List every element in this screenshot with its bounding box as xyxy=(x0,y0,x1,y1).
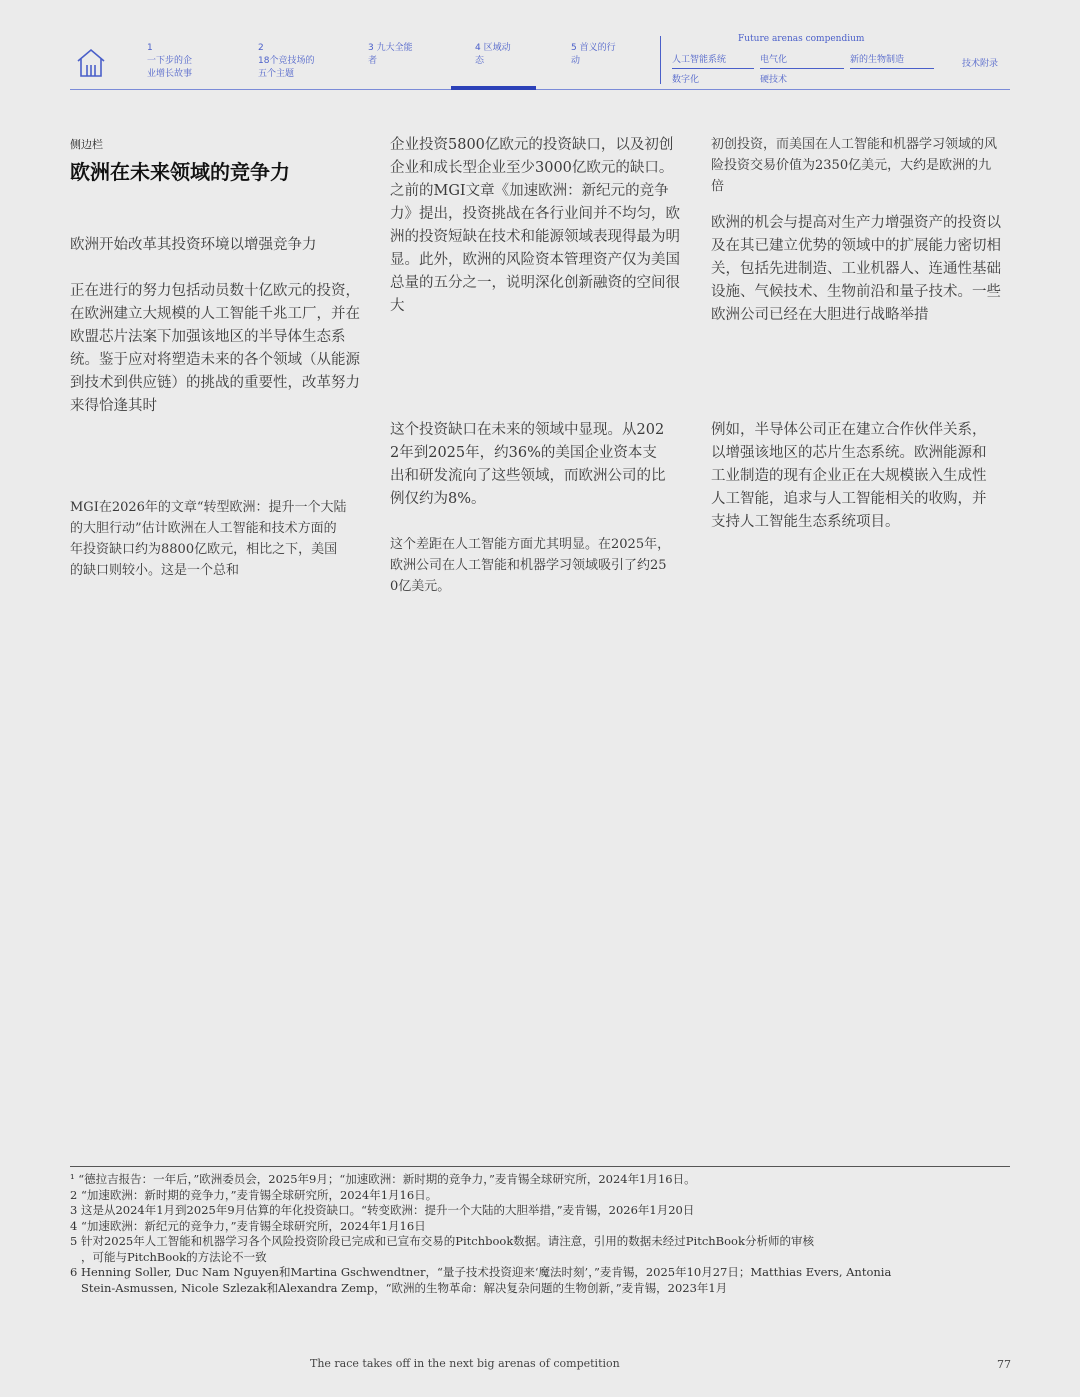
footnote-1: ¹ “德拉吉报告：一年后，”欧洲委员会，2025年9月；“加速欧洲：新时期的竞争力，”麦肯锡全球研究所，2024年1月16日。 xyxy=(70,1172,696,1186)
nav-item-label: 动 xyxy=(571,56,581,66)
col3-paragraph-3: 例如，半导体公司正在建立合作伙伴关系，以增强该地区的芯片生态系统。欧洲能源和工业制造的现有企业正在大规模嵌入生成性人工智能，追求与人工智能相关的收购，并支持人工智能生态系统项目。 xyxy=(711,422,987,530)
nav-item-3[interactable] xyxy=(368,42,413,68)
nav-active-indicator xyxy=(451,86,536,90)
arena-link-electrification[interactable]: 电气化 xyxy=(760,52,844,69)
nav-item-1[interactable] xyxy=(147,42,192,81)
nav-item-2[interactable] xyxy=(258,42,314,81)
nav-item-label: 五个主题 xyxy=(258,69,295,79)
nav-item-label: 业增长故事 xyxy=(147,69,193,79)
nav-item-label: 态 xyxy=(475,56,485,66)
home-icon[interactable] xyxy=(76,48,106,78)
col1-paragraph-2: 正在进行的努力包括动员数十亿欧元的投资，在欧洲建立大规模的人工智能千兆工厂，并在欧盟芯片法案下加强该地区的半导体生态系统。鉴于应对将塑造未来的各个领域（从能源到技术到供应链）的挑战的重要性，改革努力来得恰逢其时 xyxy=(70,283,360,414)
footnote-5-continued: ，可能与PitchBook的方法论不一致 xyxy=(81,1249,267,1264)
nav-item-label: 5 首义的行 xyxy=(571,43,616,53)
page-number: 77 xyxy=(997,1358,1011,1371)
nav-item-label: 一下步的企 xyxy=(147,56,193,66)
top-navigation xyxy=(0,0,1080,100)
footnote-2: 2 “加速欧洲：新时期的竞争力，”麦肯锡全球研究所，2024年1月16日。 xyxy=(70,1187,438,1202)
nav-underline xyxy=(70,89,1010,90)
footnote-6-continued: Stein-Asmussen, Nicole Szlezak和Alexandra Zemp，“欧洲的生物革命：解决复杂问题的生物创新，”麦肯锡，2023年1月 xyxy=(81,1280,728,1295)
nav-item-label: 3 九大全能 xyxy=(368,43,413,53)
col3-paragraph-1: 初创投资，而美国在人工智能和机器学习领域的风险投资交易价值为2350亿美元，大约是欧洲的九倍 xyxy=(711,137,998,194)
footnote-3: 3 这是从2024年1月到2025年9月估算的年化投资缺口。“转变欧洲：提升一个大陆的大胆举措，”麦肯锡，2026年1月20日 xyxy=(70,1203,695,1217)
page-title: 欧洲在未来领域的竞争力 xyxy=(70,160,290,184)
nav-item-5[interactable] xyxy=(571,42,616,68)
col2-paragraph-2: 这个投资缺口在未来的领域中显现。从2022年到2025年，约36%的美国企业资本支出和研发流向了这些领域，而欧洲公司的比例仅约为8%。 xyxy=(390,422,666,507)
arena-link-ai-systems[interactable]: 人工智能系统 xyxy=(672,52,754,69)
col3-paragraph-2: 欧洲的机会与提高对生产力增强资产的投资以及在其已建立优势的领域中的扩展能力密切相关，包括先进制造、工业机器人、连通性基础设施、气候技术、生物前沿和量子技术。一些欧洲公司已经在大胆进行战略举措 xyxy=(711,215,1001,323)
footer-running-title: The race takes off in the next big arenas of competition xyxy=(310,1357,620,1370)
footnote-5: 5 针对2025年人工智能和机器学习各个风险投资阶段已完成和已宣布交易的Pitchbook数据。请注意，引用的数据未经过PitchBook分析师的审核 xyxy=(70,1234,814,1248)
col1-paragraph-3: MGI在2026年的文章“转型欧洲：提升一个大陆的大胆行动”估计欧洲在人工智能和技术方面的年投资缺口约为8800亿欧元，相比之下，美国的缺口则较小。这是一个总和 xyxy=(70,500,347,578)
arena-compendium-title: Future arenas compendium xyxy=(738,34,865,44)
nav-divider xyxy=(660,36,661,84)
nav-item-number: 2 xyxy=(258,43,264,53)
nav-item-number: 1 xyxy=(147,43,153,53)
footnote-divider xyxy=(70,1166,1010,1167)
tech-appendix-link[interactable]: 技术附录 xyxy=(962,59,999,69)
footnotes xyxy=(70,1172,1010,1296)
footnote-6: 6 Henning Soller, Duc Nam Nguyen和Martina Gschwendtner，“量子技术投资迎来‘魔法时刻’，”麦肯锡，2025年10月27日；Matthias Evers, Antonia xyxy=(70,1265,892,1279)
col2-paragraph-1: 企业投资5800亿欧元的投资缺口，以及初创企业和成长型企业至少3000亿欧元的缺口。之前的MGI文章《加速欧洲：新纪元的竞争力》提出，投资挑战在各行业间并不均匀，欧洲的投资短缺在技术和能源领域表现得最为明显。此外，欧洲的风险资本管理资产仅为美国总量的五分之一，说明深化创新融资的空间很大 xyxy=(390,137,680,314)
footnote-4: 4 “加速欧洲：新纪元的竞争力，”麦肯锡全球研究所，2024年1月16日 xyxy=(70,1218,426,1233)
col1-paragraph-1: 欧洲开始改革其投资环境以增强竞争力 xyxy=(70,237,317,253)
nav-item-label: 18个竞技场的 xyxy=(258,56,315,66)
sidebar-eyebrow: 侧边栏 xyxy=(70,138,103,151)
nav-item-4[interactable] xyxy=(475,42,511,68)
arena-link-biomanufacturing[interactable]: 新的生物制造 xyxy=(850,52,934,69)
nav-item-label: 者 xyxy=(368,56,378,66)
col2-paragraph-3: 这个差距在人工智能方面尤其明显。在2025年，欧洲公司在人工智能和机器学习领域吸引了约250亿美元。 xyxy=(390,537,671,594)
arena-link-digitization[interactable]: 数字化 xyxy=(672,75,700,85)
nav-item-label: 4 区域动 xyxy=(475,43,511,53)
arena-link-hard-tech[interactable]: 硬技术 xyxy=(760,75,788,85)
